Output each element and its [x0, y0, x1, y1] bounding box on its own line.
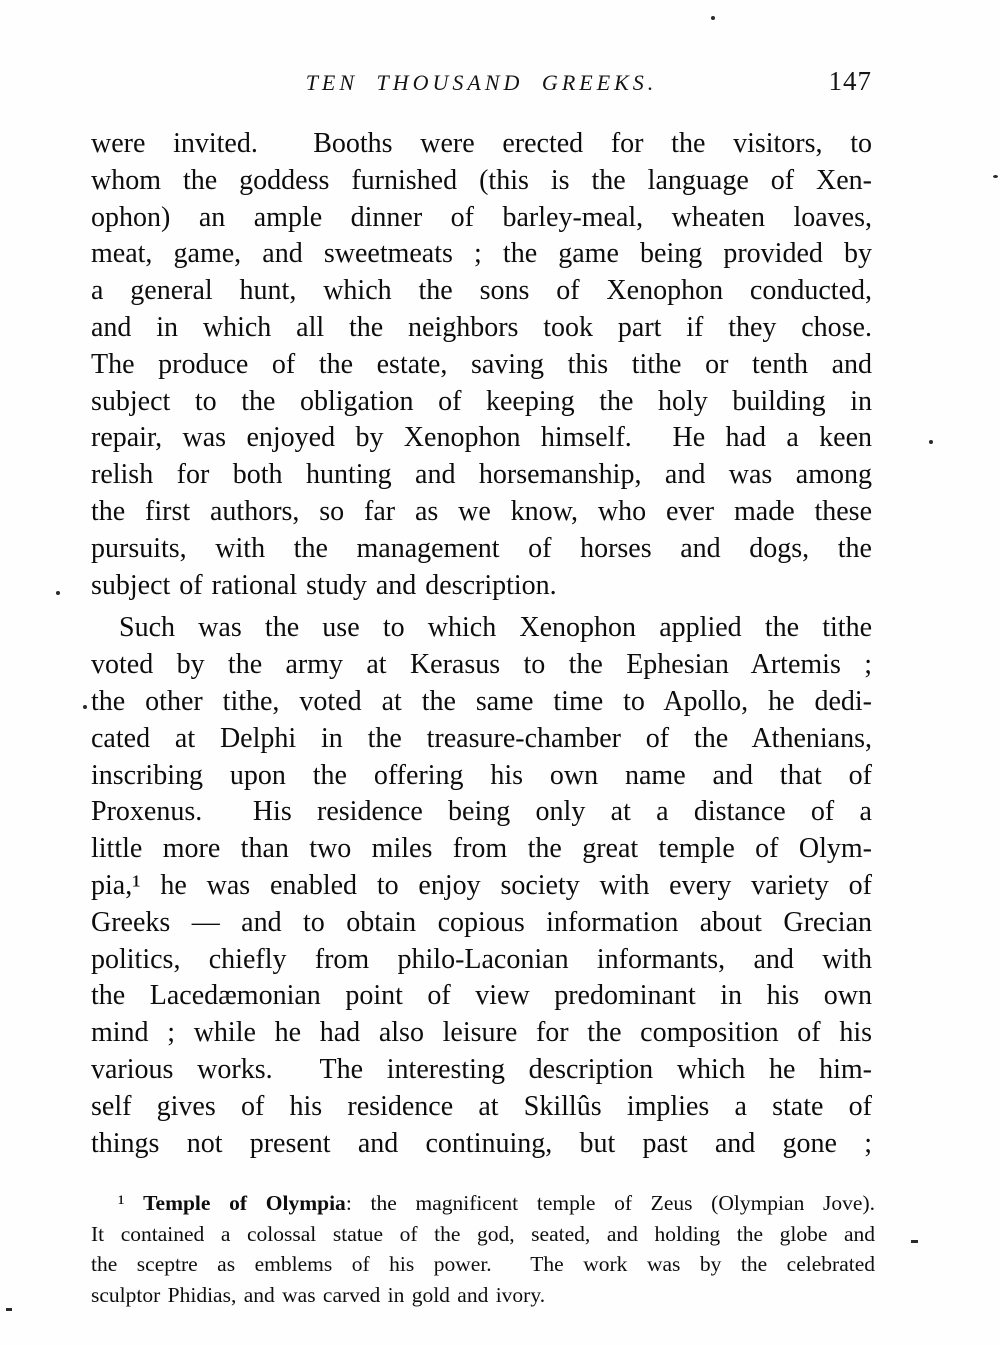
footnote-line: the sceptre as emblems of his power. The work was by the celebrated: [91, 1252, 875, 1276]
text-line: meat, game, and sweetmeats ; the game being provided by: [91, 238, 872, 270]
text-line: cated at Delphi in the treasure-chamber of the Athenians,: [91, 722, 872, 754]
paragraph-1: [91, 126, 872, 604]
footnote-term: Temple of Olympia: [143, 1191, 346, 1215]
scan-speck: [56, 591, 60, 595]
page-number: 147: [828, 66, 872, 96]
text-line: Such was the use to which Xenophon applied the tithe: [119, 612, 872, 644]
text-line: Greeks — and to obtain copious information about Grecian: [91, 906, 872, 938]
text-line: things not present and continuing, but past and gone ;: [91, 1127, 872, 1159]
paragraph-2: [91, 610, 872, 1162]
text-line: voted by the army at Kerasus to the Ephesian Artemis ;: [91, 649, 872, 681]
text-line: mind ; while he had also leisure for the composition of his: [91, 1017, 872, 1049]
scan-speck: [6, 1308, 12, 1311]
text-line: politics, chiefly from philo-Laconian informants, and with: [91, 943, 872, 975]
footnote-marker: ¹: [118, 1191, 144, 1215]
scan-speck: [911, 1240, 918, 1243]
text-line: subject to the obligation of keeping the holy building in: [91, 385, 872, 417]
text-line: were invited. Booths were erected for the visitors, to: [91, 128, 872, 159]
text-line: Proxenus. His residence being only at a distance of a: [91, 796, 872, 828]
text-line: and in which all the neighbors took part if they chose.: [91, 311, 872, 343]
text-line: inscribing upon the offering his own name and that of: [91, 759, 872, 791]
text-line: the first authors, so far as we know, who ever made these: [91, 495, 872, 527]
footnote-first-line-text: : the magnificent temple of Zeus (Olympian Jove).: [345, 1191, 875, 1215]
scan-speck: [83, 705, 87, 709]
footnote-line: sculptor Phidias, and was carved in gold and ivory.: [91, 1282, 546, 1307]
text-line: the other tithe, voted at the same time to Apollo, he dedi-: [91, 685, 872, 717]
footnote-line: [91, 1188, 875, 1219]
text-line: the Lacedæmonian point of view predominant in his own: [91, 980, 872, 1012]
text-line: relish for both hunting and horsemanship, and was among: [91, 459, 872, 491]
text-line: whom the goddess furnished (this is the language of Xen-: [91, 164, 872, 196]
footnote-line: It contained a colossal statue of the god, seated, and holding the globe and: [91, 1221, 875, 1246]
text-line: little more than two miles from the great temple of Olym-: [91, 833, 872, 865]
text-line: various works. The interesting description which he him-: [91, 1053, 872, 1085]
scan-speck: [711, 16, 715, 20]
page-body: [91, 126, 872, 1162]
page-header: [91, 66, 872, 104]
text-line: pia,¹ he was enabled to enjoy society with every variety of: [91, 869, 872, 901]
text-line: pursuits, with the management of horses and dogs, the: [91, 532, 872, 564]
footnote: [91, 1188, 875, 1310]
text-line: a general hunt, which the sons of Xenophon conducted,: [91, 275, 872, 307]
text-line: subject of rational study and description.: [91, 569, 557, 601]
text-line: repair, was enjoyed by Xenophon himself. He had a keen: [91, 422, 872, 454]
text-line: The produce of the estate, saving this tithe or tenth and: [91, 348, 872, 380]
text-line: self gives of his residence at Skillûs implies a state of: [91, 1090, 872, 1122]
scan-speck: [993, 175, 998, 178]
text-line: ophon) an ample dinner of barley-meal, wheaten loaves,: [91, 201, 872, 233]
scan-speck: [929, 440, 933, 444]
running-title: TEN THOUSAND GREEKS.: [305, 70, 658, 95]
